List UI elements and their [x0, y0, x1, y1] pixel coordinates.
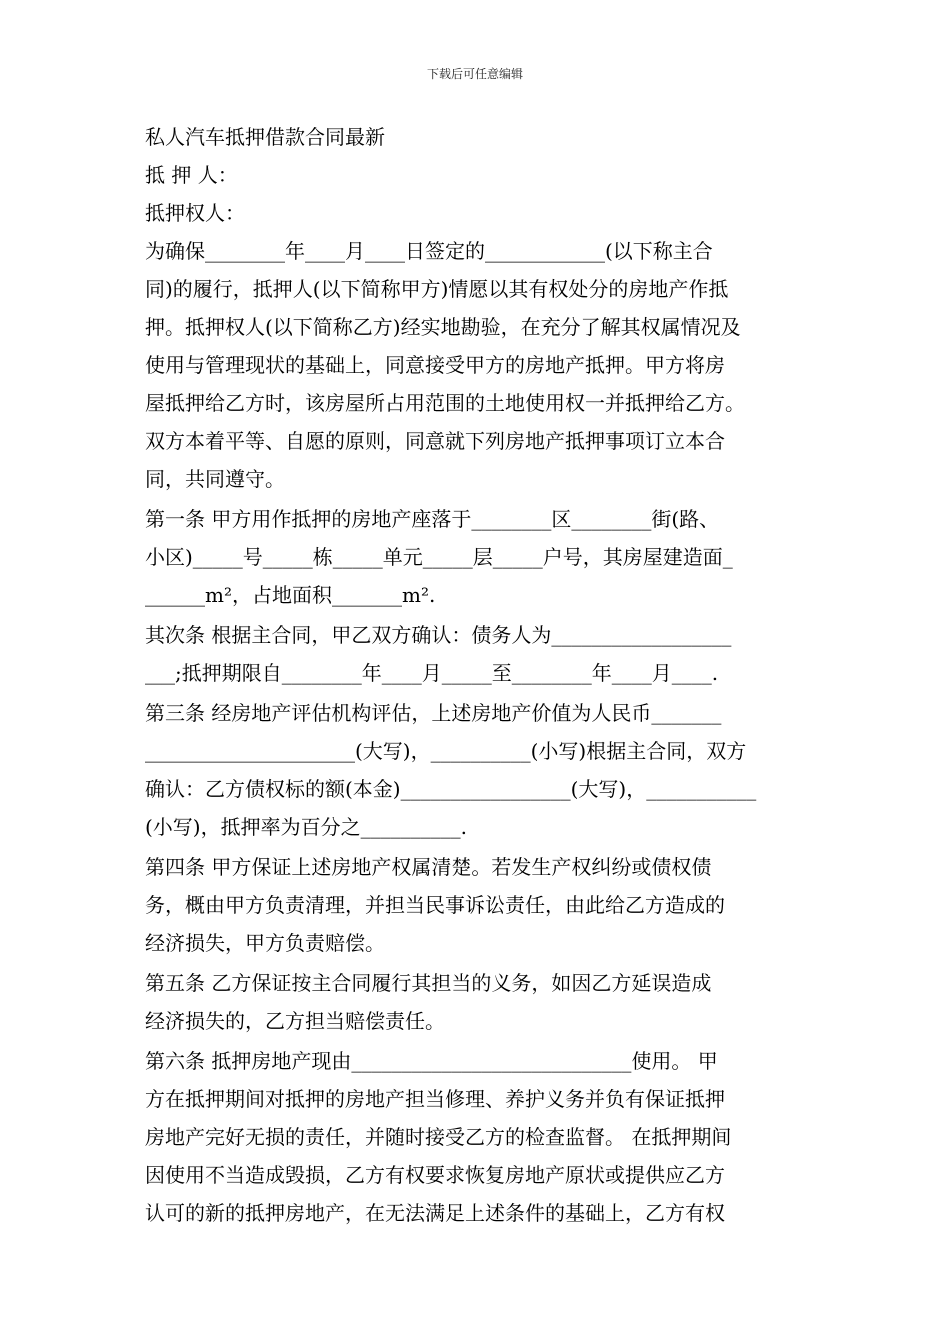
- text-line: 双方本着平等、自愿的原则，同意就下列房地产抵押事项订立本合: [145, 429, 725, 453]
- text-line: _____________________(大写)，__________(小写)根据主合同，双方: [145, 739, 747, 763]
- text-line: 第四条 甲方保证上述房地产权属清楚。若发生产权纠纷或债权债: [145, 855, 712, 879]
- text-line: 使用与管理现状的基础上，同意接受甲方的房地产抵押。甲方将房: [145, 353, 725, 377]
- text-line: 第三条 经房地产评估机构评估，上述房地产价值为人民币_______: [145, 701, 722, 725]
- text-line: 同)的履行，抵押人(以下简称甲方)情愿以其有权处分的房地产作抵: [145, 277, 729, 301]
- text-line: ______m²，占地面积_______m².: [145, 583, 436, 607]
- text-line: 确认：乙方债权标的额(本金)_________________(大写)，___________: [145, 777, 757, 801]
- text-line: 第六条 抵押房地产现由____________________________使用。 甲: [145, 1049, 718, 1073]
- text-line: 第一条 甲方用作抵押的房地产座落于________区________街(路、: [145, 507, 720, 531]
- text-line: 小区)_____号_____栋_____单元_____层_____户号，其房屋建造面_: [145, 545, 733, 569]
- text-line: 屋抵押给乙方时，该房屋所占用范围的土地使用权一并抵押给乙方。: [145, 391, 745, 415]
- text-line: 抵押权人：: [145, 201, 245, 225]
- contract-text: [145, 156, 813, 1232]
- text-line: 同，共同遵守。: [145, 467, 285, 491]
- document-title: 私人汽车抵押借款合同最新: [145, 125, 385, 149]
- text-line: 抵 押 人：: [145, 163, 238, 187]
- document-body: [145, 118, 813, 1232]
- text-line: 第五条 乙方保证按主合同履行其担当的义务，如因乙方延误造成: [145, 971, 712, 995]
- text-line: 务，概由甲方负责清理，并担当民事诉讼责任，由此给乙方造成的: [145, 893, 725, 917]
- text-line: 为确保________年____月____日签定的____________(以下称主合: [145, 239, 713, 263]
- text-line: 经济损失的，乙方担当赔偿责任。: [145, 1009, 445, 1033]
- page-header-note: 下载后可任意编辑: [426, 67, 523, 81]
- text-line: 押。抵押权人(以下简称乙方)经实地勘验，在充分了解其权属情况及: [145, 315, 741, 339]
- text-line: 房地产完好无损的责任，并随时接受乙方的检查监督。 在抵押期间: [145, 1125, 732, 1149]
- text-line: 经济损失，甲方负责赔偿。: [145, 931, 385, 955]
- text-line: 因使用不当造成毁损，乙方有权要求恢复房地产原状或提供应乙方: [145, 1163, 725, 1187]
- text-line: 方在抵押期间对抵押的房地产担当修理、养护义务并负有保证抵押: [145, 1087, 725, 1111]
- text-line: 认可的新的抵押房地产，在无法满足上述条件的基础上，乙方有权: [145, 1201, 725, 1225]
- text-line: 其次条 根据主合同，甲乙双方确认：债务人为__________________: [145, 623, 732, 647]
- text-line: ___;抵押期限自________年____月_____至________年____月____.: [145, 661, 719, 685]
- text-line: (小写)，抵押率为百分之__________.: [145, 815, 467, 839]
